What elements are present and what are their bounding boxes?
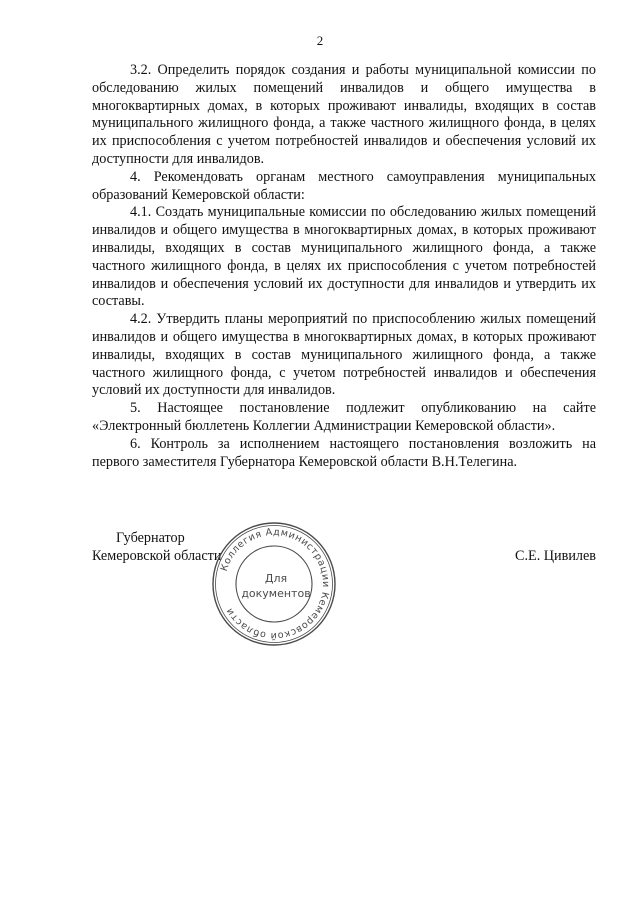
seal-ring-text: Коллегия Администрации Кемеровской области bbox=[218, 526, 332, 642]
page-number: 2 bbox=[316, 33, 324, 48]
signer-title-line1: Губернатор bbox=[116, 530, 185, 546]
seal-center-line1: Для bbox=[264, 572, 288, 585]
signature-block bbox=[92, 530, 596, 660]
paragraph-4: 4. Рекомендовать органам местного самоуправления муниципальных образований Кемеровской области: bbox=[92, 168, 596, 203]
document-body bbox=[92, 62, 596, 471]
paragraph-4-1: 4.1. Создать муниципальные комиссии по обследованию жилых помещений инвалидов и общего имущества в многоквартирных домах, в которых проживают инвалиды, входящих в состав муниципального жилищного фонда, а также частного жилищного фонда, в целях их приспособления с учетом потребностей инвалидов и обеспечения условий их доступности для инвалидов и утвердить их составы. bbox=[92, 204, 596, 310]
paragraph-3-2: 3.2. Определить порядок создания и работы муниципальной комиссии по обследованию жилых помещений инвалидов и общего имущества в многоквартирных домах, в которых проживают инвалиды, входящих в состав муниципального жилищного фонда, а также частного жилищного фонда, в целях их приспособления с учетом потребностей инвалидов и обеспечения условий их доступности для инвалидов. bbox=[92, 62, 596, 167]
signer-name: С.Е. Цивилев bbox=[515, 548, 596, 564]
seal-center-line2: документов bbox=[241, 587, 311, 600]
paragraph-5: 5. Настоящее постановление подлежит опубликованию на сайте «Электронный бюллетень Коллегии Администрации Кемеровской области». bbox=[92, 400, 596, 434]
signer-title-line2: Кемеровской области bbox=[92, 548, 222, 564]
paragraph-4-2: 4.2. Утвердить планы мероприятий по приспособлению жилых помещений инвалидов и общего имущества в многоквартирных домах, в которых проживают инвалиды, входящих в состав муниципального жилищного фонда, а также частного жилищного фонда, с учетом потребностей инвалидов и обеспечения условий их доступности для инвалидов. bbox=[92, 311, 596, 399]
paragraph-6: 6. Контроль за исполнением настоящего постановления возложить на первого заместителя Губернатора Кемеровской области В.Н.Телегина. bbox=[92, 435, 596, 470]
official-seal-stamp bbox=[210, 520, 338, 648]
